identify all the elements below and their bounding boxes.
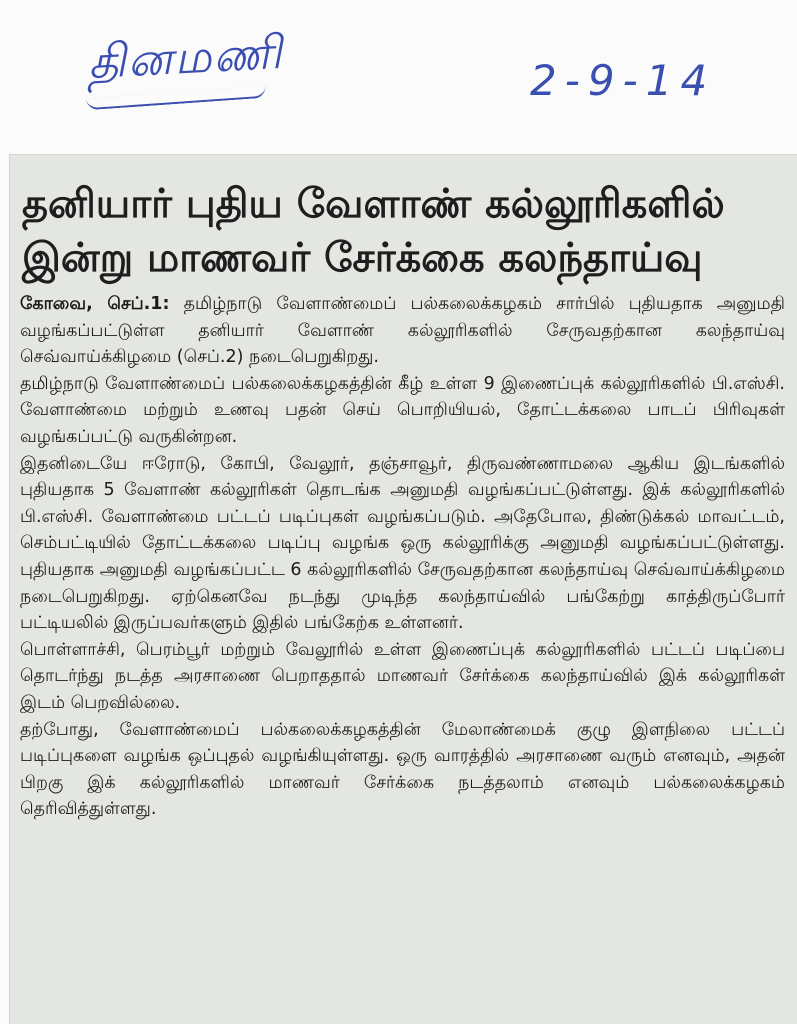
dateline: கோவை, செப்.1: — [20, 294, 170, 314]
handwritten-newspaper-name: தினமணி — [86, 24, 285, 90]
paragraph-text: தமிழ்நாடு வேளாண்மைப் பல்கலைக்கழகம் சார்பில் புதியதாக அனுமதி வழங்கப்பட்டுள்ள தனியார் வேளாண் கல்லூரிகளில் சேருவதற்கான கலந்தாய்வு செவ்வாய்க்கிழமை (செப்.2) நடைபெறுகிறது. — [20, 294, 785, 368]
article-paragraph: தற்போது, வேளாண்மைப் பல்கலைக்கழகத்தின் மேலாண்மைக் குழு இளநிலை பட்டப் படிப்புகளை வழங்க ஒப்புதல் வழங்கியுள்ளது. ஒரு வாரத்தில் அரசாணை வரும் எனவும், அதன் பிறகு இக் கல்லூரிகளில் மாணவர் சேர்க்கை நடத்தலாம் எனவும் பல்கலைக்கழகம் தெரிவித்துள்ளது. — [20, 719, 785, 820]
article-paragraph — [20, 291, 785, 371]
headline-line-1: தனியார் புதிய வேளாண் கல்லூரிகளில் — [22, 181, 725, 227]
headline — [10, 155, 797, 285]
article-paragraph: இதனிடையே ஈரோடு, கோபி, வேலூர், தஞ்சாவூர், திருவண்ணாமலை ஆகிய இடங்களில் புதியதாக 5 வேளாண் கல்லூரிகள் தொடங்க அனுமதி வழங்கப்பட்டுள்ளது. இக் கல்லூரிகளில் பி.எஸ்சி. வேளாண்மை பட்டப் படிப்புகள் வழங்கப்படும். அதேபோல, திண்டுக்கல் மாவட்டம், செம்பட்டியில் தோட்டக்கலை படிப்பு வழங்க ஒரு கல்லூரிக்கு அனுமதி வழங்கப்பட்டுள்ளது. புதியதாக அனுமதி வழங்கப்பட்ட 6 கல்லூரிகளில் சேருவதற்கான கலந்தாய்வு செவ்வாய்க்கிழமை நடைபெறுகிறது. ஏற்கெனவே நடந்து முடிந்த கலந்தாய்வில் பங்கேற்று காத்திருப்போர் பட்டியலில் இருப்பவர்களும் இதில் பங்கேற்க உள்ளனர். — [20, 453, 785, 634]
handwritten-date: 2-9-14 — [530, 56, 716, 105]
newspaper-clipping — [10, 155, 797, 1024]
headline-line-2: இன்று மாணவர் சேர்க்கை கலந்தாய்வு — [22, 235, 703, 281]
article-paragraph: பொள்ளாச்சி, பெரம்பூர் மற்றும் வேலூரில் உள்ள இணைப்புக் கல்லூரிகளில் பட்டப் படிப்பை தொடர்ந்து நடத்த அரசாணை பெறாததால் மாணவர் சேர்க்கை கலந்தாய்வில் இக் கல்லூரிகள் இடம் பெறவில்லை. — [20, 639, 785, 713]
article-body — [10, 285, 797, 823]
article-paragraph: தமிழ்நாடு வேளாண்மைப் பல்கலைக்கழகத்தின் கீழ் உள்ள 9 இணைப்புக் கல்லூரிகளில் பி.எஸ்சி. வேளாண்மை மற்றும் உணவு பதன் செய் பொறியியல், தோட்டக்கலை பாடப் பிரிவுகள் வழங்கப்பட்டு வருகின்றன. — [20, 373, 785, 447]
